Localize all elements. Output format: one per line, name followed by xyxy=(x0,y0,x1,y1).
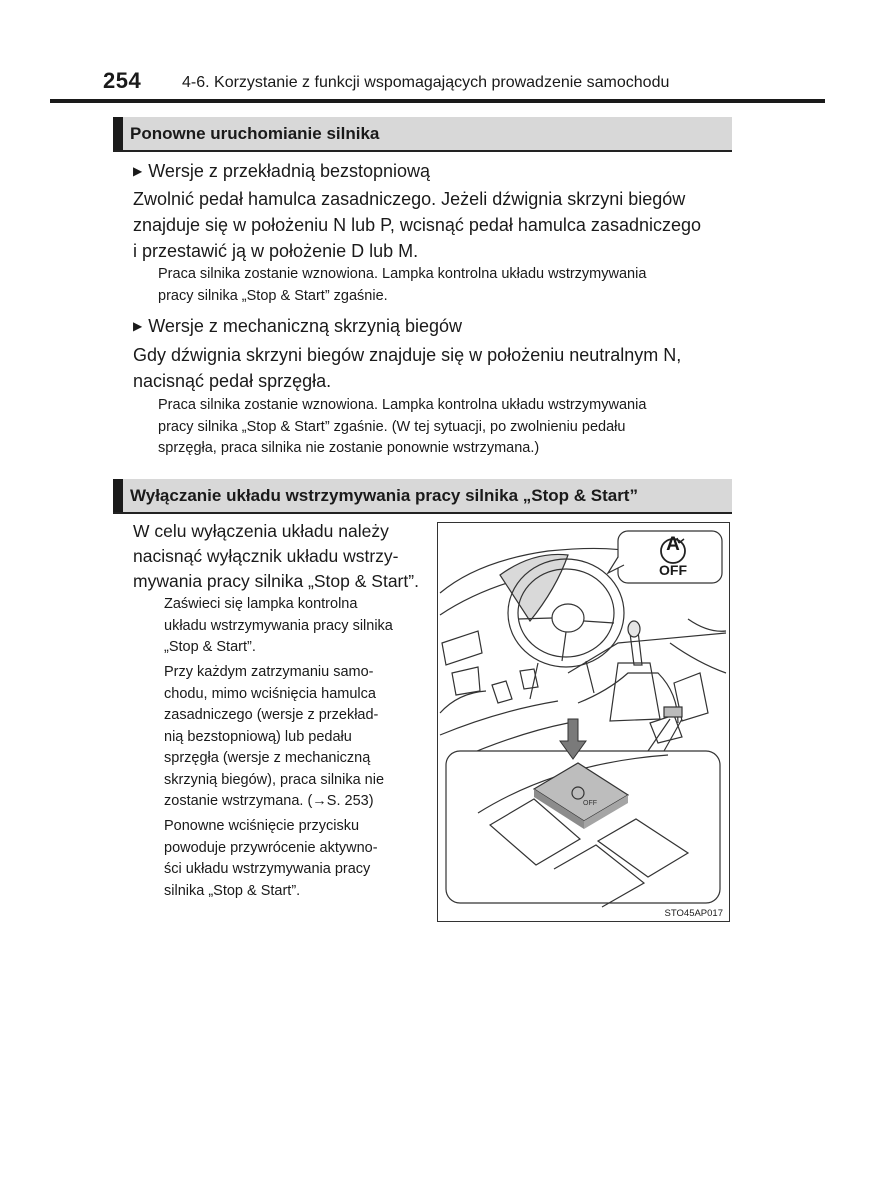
text-line: mywania pracy silnika „Stop & Start”. xyxy=(133,571,419,591)
text-line: Praca silnika zostanie wznowiona. Lampka kontrolna układu wstrzymywania xyxy=(158,266,647,282)
text-line: pracy silnika „Stop & Start” zgaśnie. xyxy=(158,287,388,304)
heading-bar xyxy=(113,117,123,150)
text-line: Praca silnika zostanie wznowiona. Lampka kontrolna układu wstrzymywania xyxy=(158,397,647,413)
text-line: powoduje przywrócenie aktywno- xyxy=(164,839,378,856)
text-line: Gdy dźwignia skrzyni biegów znajduje się w położeniu neutralnym N, xyxy=(133,345,682,365)
cvt-note xyxy=(158,264,733,307)
off-label: OFF xyxy=(659,562,687,578)
page-number: 254 xyxy=(103,68,142,93)
triangle-bullet-icon: ▶ xyxy=(133,319,143,333)
variant-label: Wersje z przekładnią bezstopniową xyxy=(148,161,431,181)
text-line: układu wstrzymywania pracy silnika xyxy=(164,617,393,634)
section-heading-text: Wyłączanie układu wstrzymywania pracy silnika „Stop & Start” xyxy=(130,486,638,505)
text-line: zostanie wstrzymana. (→S. 253) xyxy=(164,793,374,809)
text-line: ści układu wstrzymywania pracy xyxy=(164,861,371,877)
text-line: znajduje się w położeniu N lub P, wcisnąć pedał hamulca zasadniczego xyxy=(133,215,702,235)
text-line: chodu, mimo wciśnięcia hamulca xyxy=(164,685,376,702)
illustration-code: STO45AP017 xyxy=(664,908,723,919)
variant-cvt xyxy=(133,161,430,182)
section-heading-restart xyxy=(113,117,732,152)
heading-bar xyxy=(113,479,123,512)
text-line: sprzęgła (wersje z mechaniczną xyxy=(164,750,371,766)
variant-label: Wersje z mechaniczną skrzynią biegów xyxy=(148,316,463,336)
dashboard-illustration xyxy=(437,522,730,922)
text-line: zasadniczego (wersje z przekład- xyxy=(164,707,379,723)
text-line: W celu wyłączenia układu należy xyxy=(133,521,389,541)
dashboard-drawing xyxy=(438,523,729,921)
manual-instruction xyxy=(133,342,733,394)
a-symbol-icon: A xyxy=(666,534,680,555)
svg-text:OFF: OFF xyxy=(583,800,597,807)
text-line: nią bezstopniową) lub pedału xyxy=(164,728,352,745)
text-line: nacisnąć pedał sprzęgła. xyxy=(133,371,332,391)
manual-note xyxy=(158,395,733,460)
text-line: Zwolnić pedał hamulca zasadniczego. Jeżeli dźwignia skrzyni biegów xyxy=(133,189,686,209)
section-heading-disable xyxy=(113,479,732,514)
disable-note-1 xyxy=(164,594,421,659)
cvt-instruction xyxy=(133,186,733,264)
disable-note-3 xyxy=(164,816,421,902)
chapter-title: 4-6. Korzystanie z funkcji wspomagających prowadzenie samochodu xyxy=(182,74,670,91)
text-line: sprzęgła, praca silnika nie zostanie ponownie wstrzymana.) xyxy=(158,440,540,456)
text-line: „Stop & Start”. xyxy=(164,639,256,655)
text-line: skrzynią biegów), praca silnika nie xyxy=(164,771,385,788)
text-line: Przy każdym zatrzymaniu samo- xyxy=(164,664,374,680)
section-heading-text: Ponowne uruchomianie silnika xyxy=(130,124,380,143)
disable-intro xyxy=(133,519,433,594)
disable-note-2 xyxy=(164,662,421,813)
page-header xyxy=(0,0,880,104)
text-line: i przestawić ją w położenie D lub M. xyxy=(133,241,419,261)
triangle-bullet-icon: ▶ xyxy=(133,164,143,178)
text-line: Zaświeci się lampka kontrolna xyxy=(164,596,358,612)
text-line: silnika „Stop & Start”. xyxy=(164,882,301,899)
text-line: pracy silnika „Stop & Start” zgaśnie. (W tej sytuacji, po zwolnieniu pedału xyxy=(158,418,626,435)
variant-manual xyxy=(133,316,462,337)
text-line: Ponowne wciśnięcie przycisku xyxy=(164,818,360,834)
text-line: nacisnąć wyłącznik układu wstrzy- xyxy=(133,546,399,566)
header-rule xyxy=(50,99,825,103)
